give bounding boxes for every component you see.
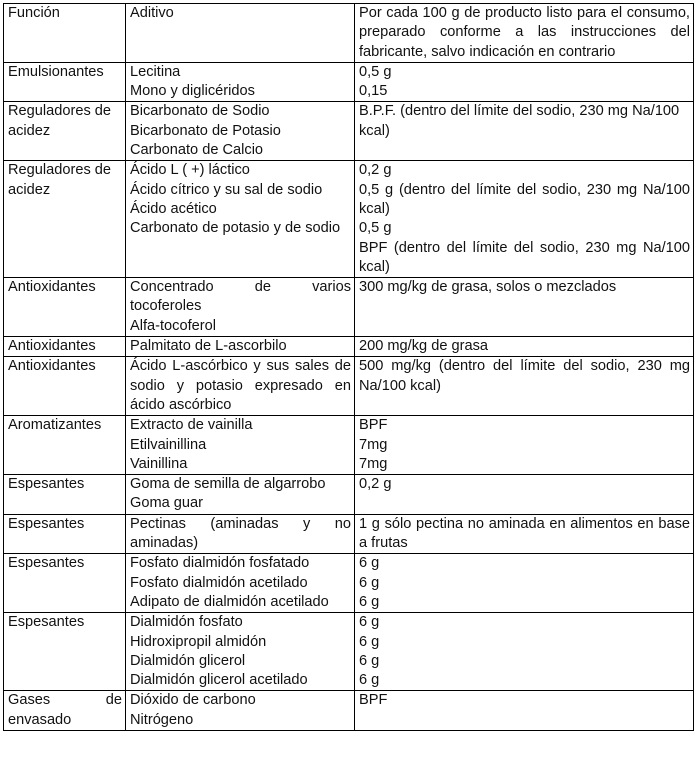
funcion-text: Gases de envasado: [8, 692, 122, 728]
nivel-cell: [355, 613, 694, 691]
funcion-cell: [4, 62, 126, 102]
funcion-cell: [4, 691, 126, 731]
nivel-text: 0,5 g: [359, 220, 392, 237]
aditivo-text: Nitrógeno: [130, 711, 194, 728]
aditivo-cell: [126, 62, 355, 102]
nivel-cell: [355, 357, 694, 416]
aditivo-text: Mono y diglicéridos: [130, 83, 255, 100]
funcion-text: Antioxidantes: [8, 338, 96, 355]
header-nivel: Por cada 100 g de producto listo para el consumo, preparado conforme a las instrucciones del fabricante, salvo indicación en contrario: [355, 4, 694, 63]
aditivo-text: Vainillina: [130, 455, 188, 472]
nivel-text: 0,5 g: [359, 63, 392, 80]
funcion-text: Reguladores de acidez: [8, 162, 112, 198]
aditivo-cell: [126, 357, 355, 416]
nivel-text: 6 g: [359, 555, 380, 572]
funcion-text: Aromatizantes: [8, 417, 102, 434]
table-row: [4, 554, 694, 613]
aditivo-text: Ácido L ( +) láctico: [130, 162, 250, 179]
nivel-text: 6 g: [359, 672, 380, 689]
funcion-text: Reguladores de acidez: [8, 103, 112, 139]
nivel-text: 6 g: [359, 614, 380, 631]
nivel-text: BPF: [359, 417, 388, 434]
aditivo-text: Goma guar: [130, 495, 204, 512]
nivel-cell: [355, 514, 694, 554]
header-row: [4, 4, 694, 63]
aditivo-text: Fosfato dialmidón acetilado: [130, 574, 308, 591]
aditivo-text: Ácido acético: [130, 200, 217, 217]
table-row: [4, 691, 694, 731]
table-row: [4, 102, 694, 161]
aditivo-cell: [126, 102, 355, 161]
aditivo-text: Fosfato dialmidón fosfatado: [130, 555, 310, 572]
funcion-text: Espesantes: [8, 555, 85, 572]
funcion-text: Antioxidantes: [8, 358, 96, 375]
aditivo-text: Bicarbonato de Potasio: [130, 122, 281, 139]
funcion-cell: [4, 554, 126, 613]
aditivo-cell: [126, 691, 355, 731]
aditivo-text: Dialmidón glicerol acetilado: [130, 672, 308, 689]
table-row: [4, 278, 694, 337]
funcion-cell: [4, 161, 126, 278]
nivel-cell: [355, 416, 694, 475]
table-row: [4, 514, 694, 554]
aditivo-cell: [126, 475, 355, 515]
nivel-cell: [355, 554, 694, 613]
nivel-cell: [355, 278, 694, 337]
table-row: [4, 357, 694, 416]
aditivo-cell: [126, 278, 355, 337]
table-row: [4, 161, 694, 278]
funcion-cell: [4, 514, 126, 554]
nivel-cell: [355, 102, 694, 161]
nivel-cell: [355, 475, 694, 515]
aditivo-text: Ácido L-ascórbico y sus sales de sodio y potasio expresado en ácido ascórbico: [130, 358, 351, 413]
funcion-text: Espesantes: [8, 515, 85, 532]
aditivo-cell: [126, 416, 355, 475]
nivel-text: BPF (dentro del límite del sodio, 230 mg Na/100 kcal): [359, 239, 690, 275]
nivel-text: 6 g: [359, 574, 380, 591]
aditivo-cell: [126, 554, 355, 613]
nivel-text: 0,15: [359, 83, 388, 100]
nivel-text: 7mg: [359, 455, 388, 472]
table-row: [4, 613, 694, 691]
header-funcion: Función: [4, 4, 126, 63]
funcion-cell: [4, 102, 126, 161]
funcion-text: Espesantes: [8, 614, 85, 631]
aditivo-cell: [126, 514, 355, 554]
nivel-text: 7mg: [359, 436, 388, 453]
nivel-text: B.P.F. (dentro del límite del sodio, 230 mg Na/100 kcal): [359, 103, 680, 139]
nivel-text: 0,2 g: [359, 162, 392, 179]
additives-table: [3, 3, 694, 731]
nivel-text: BPF: [359, 692, 388, 709]
nivel-text: 300 mg/kg de grasa, solos o mezclados: [359, 279, 617, 296]
aditivo-text: Goma de semilla de algarrobo: [130, 476, 326, 493]
aditivo-text: Dialmidón glicerol: [130, 652, 246, 669]
nivel-text: 6 g: [359, 633, 380, 650]
funcion-text: Emulsionantes: [8, 63, 104, 80]
aditivo-text: Adipato de dialmidón acetilado: [130, 593, 329, 610]
aditivo-text: Pectinas (aminadas y no aminadas): [130, 515, 351, 552]
nivel-cell: [355, 62, 694, 102]
funcion-text: Espesantes: [8, 476, 85, 493]
aditivo-cell: [126, 161, 355, 278]
table-row: [4, 416, 694, 475]
nivel-text: 6 g: [359, 593, 380, 610]
funcion-cell: [4, 416, 126, 475]
aditivo-cell: [126, 337, 355, 357]
aditivo-text: Ácido cítrico y su sal de sodio: [130, 181, 323, 198]
nivel-cell: [355, 691, 694, 731]
funcion-cell: [4, 278, 126, 337]
nivel-text: 0,2 g: [359, 476, 392, 493]
nivel-text: 1 g sólo pectina no aminada en alimentos en base a frutas: [359, 515, 690, 552]
table-row: [4, 475, 694, 515]
table-row: [4, 337, 694, 357]
nivel-cell: [355, 161, 694, 278]
aditivo-cell: [126, 613, 355, 691]
aditivo-text: Carbonato de Calcio: [130, 142, 264, 159]
aditivo-text: Concentrado de varios tocoferoles: [130, 279, 351, 315]
funcion-cell: [4, 475, 126, 515]
nivel-text: 500 mg/kg (dentro del límite del sodio, 230 mg Na/100 kcal): [359, 358, 690, 394]
funcion-cell: [4, 337, 126, 357]
funcion-cell: [4, 613, 126, 691]
nivel-text: 0,5 g (dentro del límite del sodio, 230 mg Na/100 kcal): [359, 181, 690, 217]
aditivo-text: Dióxido de carbono: [130, 692, 256, 709]
table-body: [4, 4, 694, 731]
aditivo-text: Extracto de vainilla: [130, 417, 253, 434]
aditivo-text: Alfa-tocoferol: [130, 317, 216, 334]
aditivo-text: Palmitato de L-ascorbilo: [130, 338, 287, 355]
nivel-text: 6 g: [359, 652, 380, 669]
table-row: [4, 62, 694, 102]
funcion-cell: [4, 357, 126, 416]
aditivo-text: Bicarbonato de Sodio: [130, 103, 270, 120]
aditivo-text: Etilvainillina: [130, 436, 207, 453]
funcion-text: Antioxidantes: [8, 279, 96, 296]
aditivo-text: Hidroxipropil almidón: [130, 633, 267, 650]
aditivo-text: Carbonato de potasio y de sodio: [130, 220, 341, 237]
header-aditivo: Aditivo: [126, 4, 355, 63]
nivel-text: 200 mg/kg de grasa: [359, 338, 488, 355]
aditivo-text: Dialmidón fosfato: [130, 614, 243, 631]
nivel-cell: [355, 337, 694, 357]
aditivo-text: Lecitina: [130, 63, 181, 80]
